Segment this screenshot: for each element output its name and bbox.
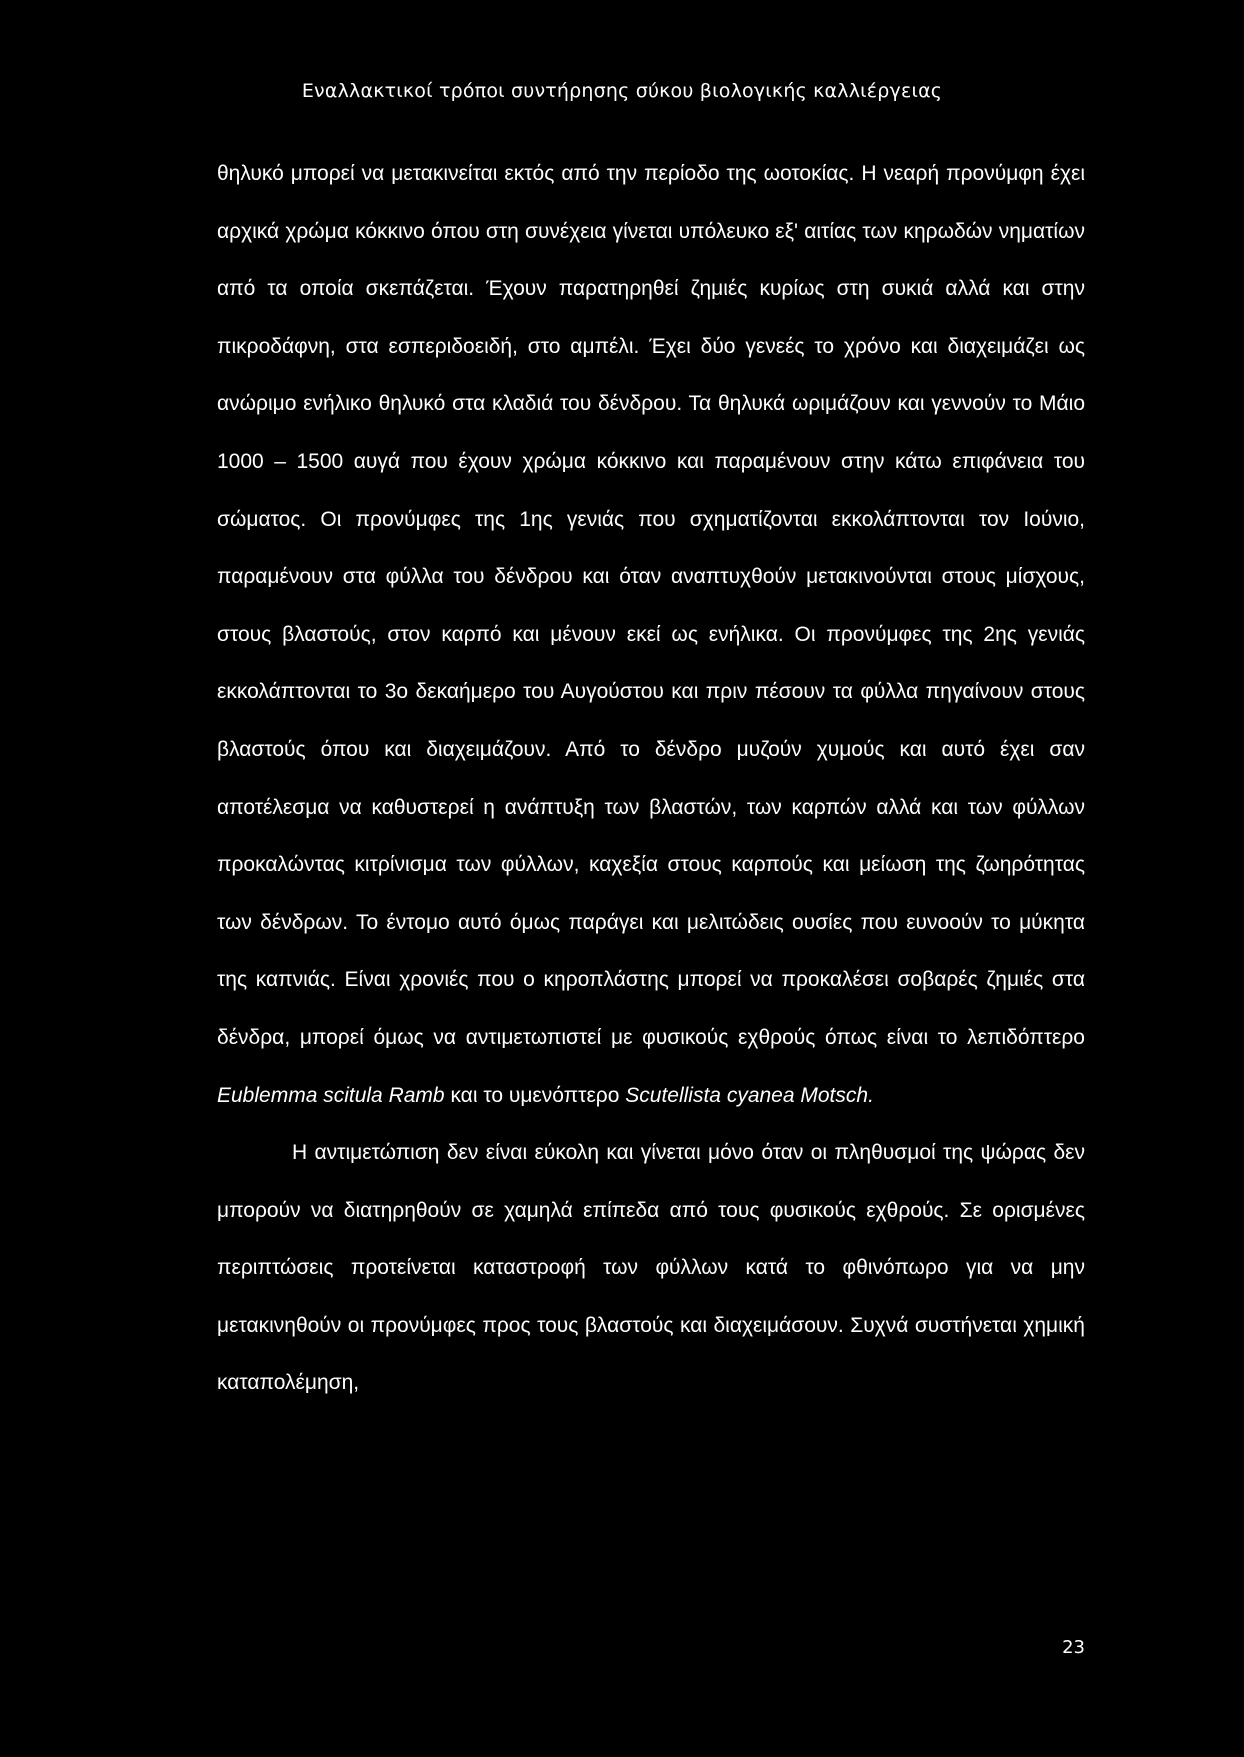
paragraph (217, 1124, 1085, 1412)
paragraph (217, 145, 1085, 1124)
species-name: Eublemma scitula Ramb (217, 1083, 445, 1107)
body-text (217, 145, 1085, 1412)
paragraph-text: και το υμενόπτερο (450, 1083, 620, 1107)
paragraph-text: Η αντιμετώπιση δεν είναι εύκολη και γίνεται μόνο όταν οι πληθυσμοί της ψώρας δεν μπορούν να διατηρηθούν σε χαμηλά επίπεδα από τους φυσικούς εχθρούς. Σε ορισμένες περιπτώσεις προτείνεται καταστροφή των φύλλων κατά το φθινόπωρο για να μην μετακινηθούν οι προνύμφες προς τους βλαστούς και διαχειμάσουν. Συχνά συστήνεται χημική καταπολέμηση, (217, 1141, 1085, 1395)
running-header: Εναλλακτικοί τρόποι συντήρησης σύκου βιολογικής καλλιέργειας (301, 80, 943, 102)
paragraph-text: θηλυκό μπορεί να μετακινείται εκτός από την περίοδο της ωοτοκίας. Η νεαρή προνύμφη έχει αρχικά χρώμα κόκκινο όπου στη συνέχεια γίνεται υπόλευκο εξ' αιτίας των κηρωδών νηματίων από τα οποία σκεπάζεται. Έχουν παρατηρηθεί ζημιές κυρίως στη συκιά αλλά και στην πικροδάφνη, στα εσπεριδοειδή, στο αμπέλι. Έχει δύο γενεές το χρόνο και διαχειμάζει ως ανώριμο ενήλικο θηλυκό στα κλαδιά του δένδρου. Τα θηλυκά ωριμάζουν και γεννούν το Μάιο 1000 – 1500 αυγά που έχουν χρώμα κόκκινο και παραμένουν στην κάτω επιφάνεια του σώματος. Οι προνύμφες της 1ης γενιάς που σχηματίζονται εκκολάπτονται τον Ιούνιο, παραμένουν στα φύλλα του δένδρου και όταν αναπτυχθούν μετακινούνται στους μίσχους, στους βλαστούς, στον καρπό και μένουν εκεί ως ενήλικα. Οι προνύμφες της 2ης γενιάς εκκολάπτονται το 3ο δεκαήμερο του Αυγούστου και πριν πέσουν τα φύλλα πηγαίνουν στους βλαστούς όπου και διαχειμάζουν. Από το δένδρο μυζούν χυμούς και αυτό έχει σαν αποτέλεσμα να καθυστερεί η ανάπτυξη των βλαστών, των καρπών αλλά και των φύλλων προκαλώντας κιτρίνισμα των φύλλων, καχεξία στους καρπούς και μείωση της ζωηρότητας των δένδρων. Το έντομο αυτό όμως παράγει και μελιτώδεις ουσίες που ευνοούν το μύκητα της καπνιάς. Είναι χρονιές που ο κηροπλάστης μπορεί να προκαλέσει σοβαρές ζημιές στα δένδρα, μπορεί όμως να αντιμετωπιστεί με φυσικούς εχθρούς όπως είναι το λεπιδόπτερο (217, 162, 1085, 1049)
species-name: Scutellista cyanea Motsch. (625, 1083, 874, 1107)
page-number: 23 (1062, 1637, 1085, 1658)
